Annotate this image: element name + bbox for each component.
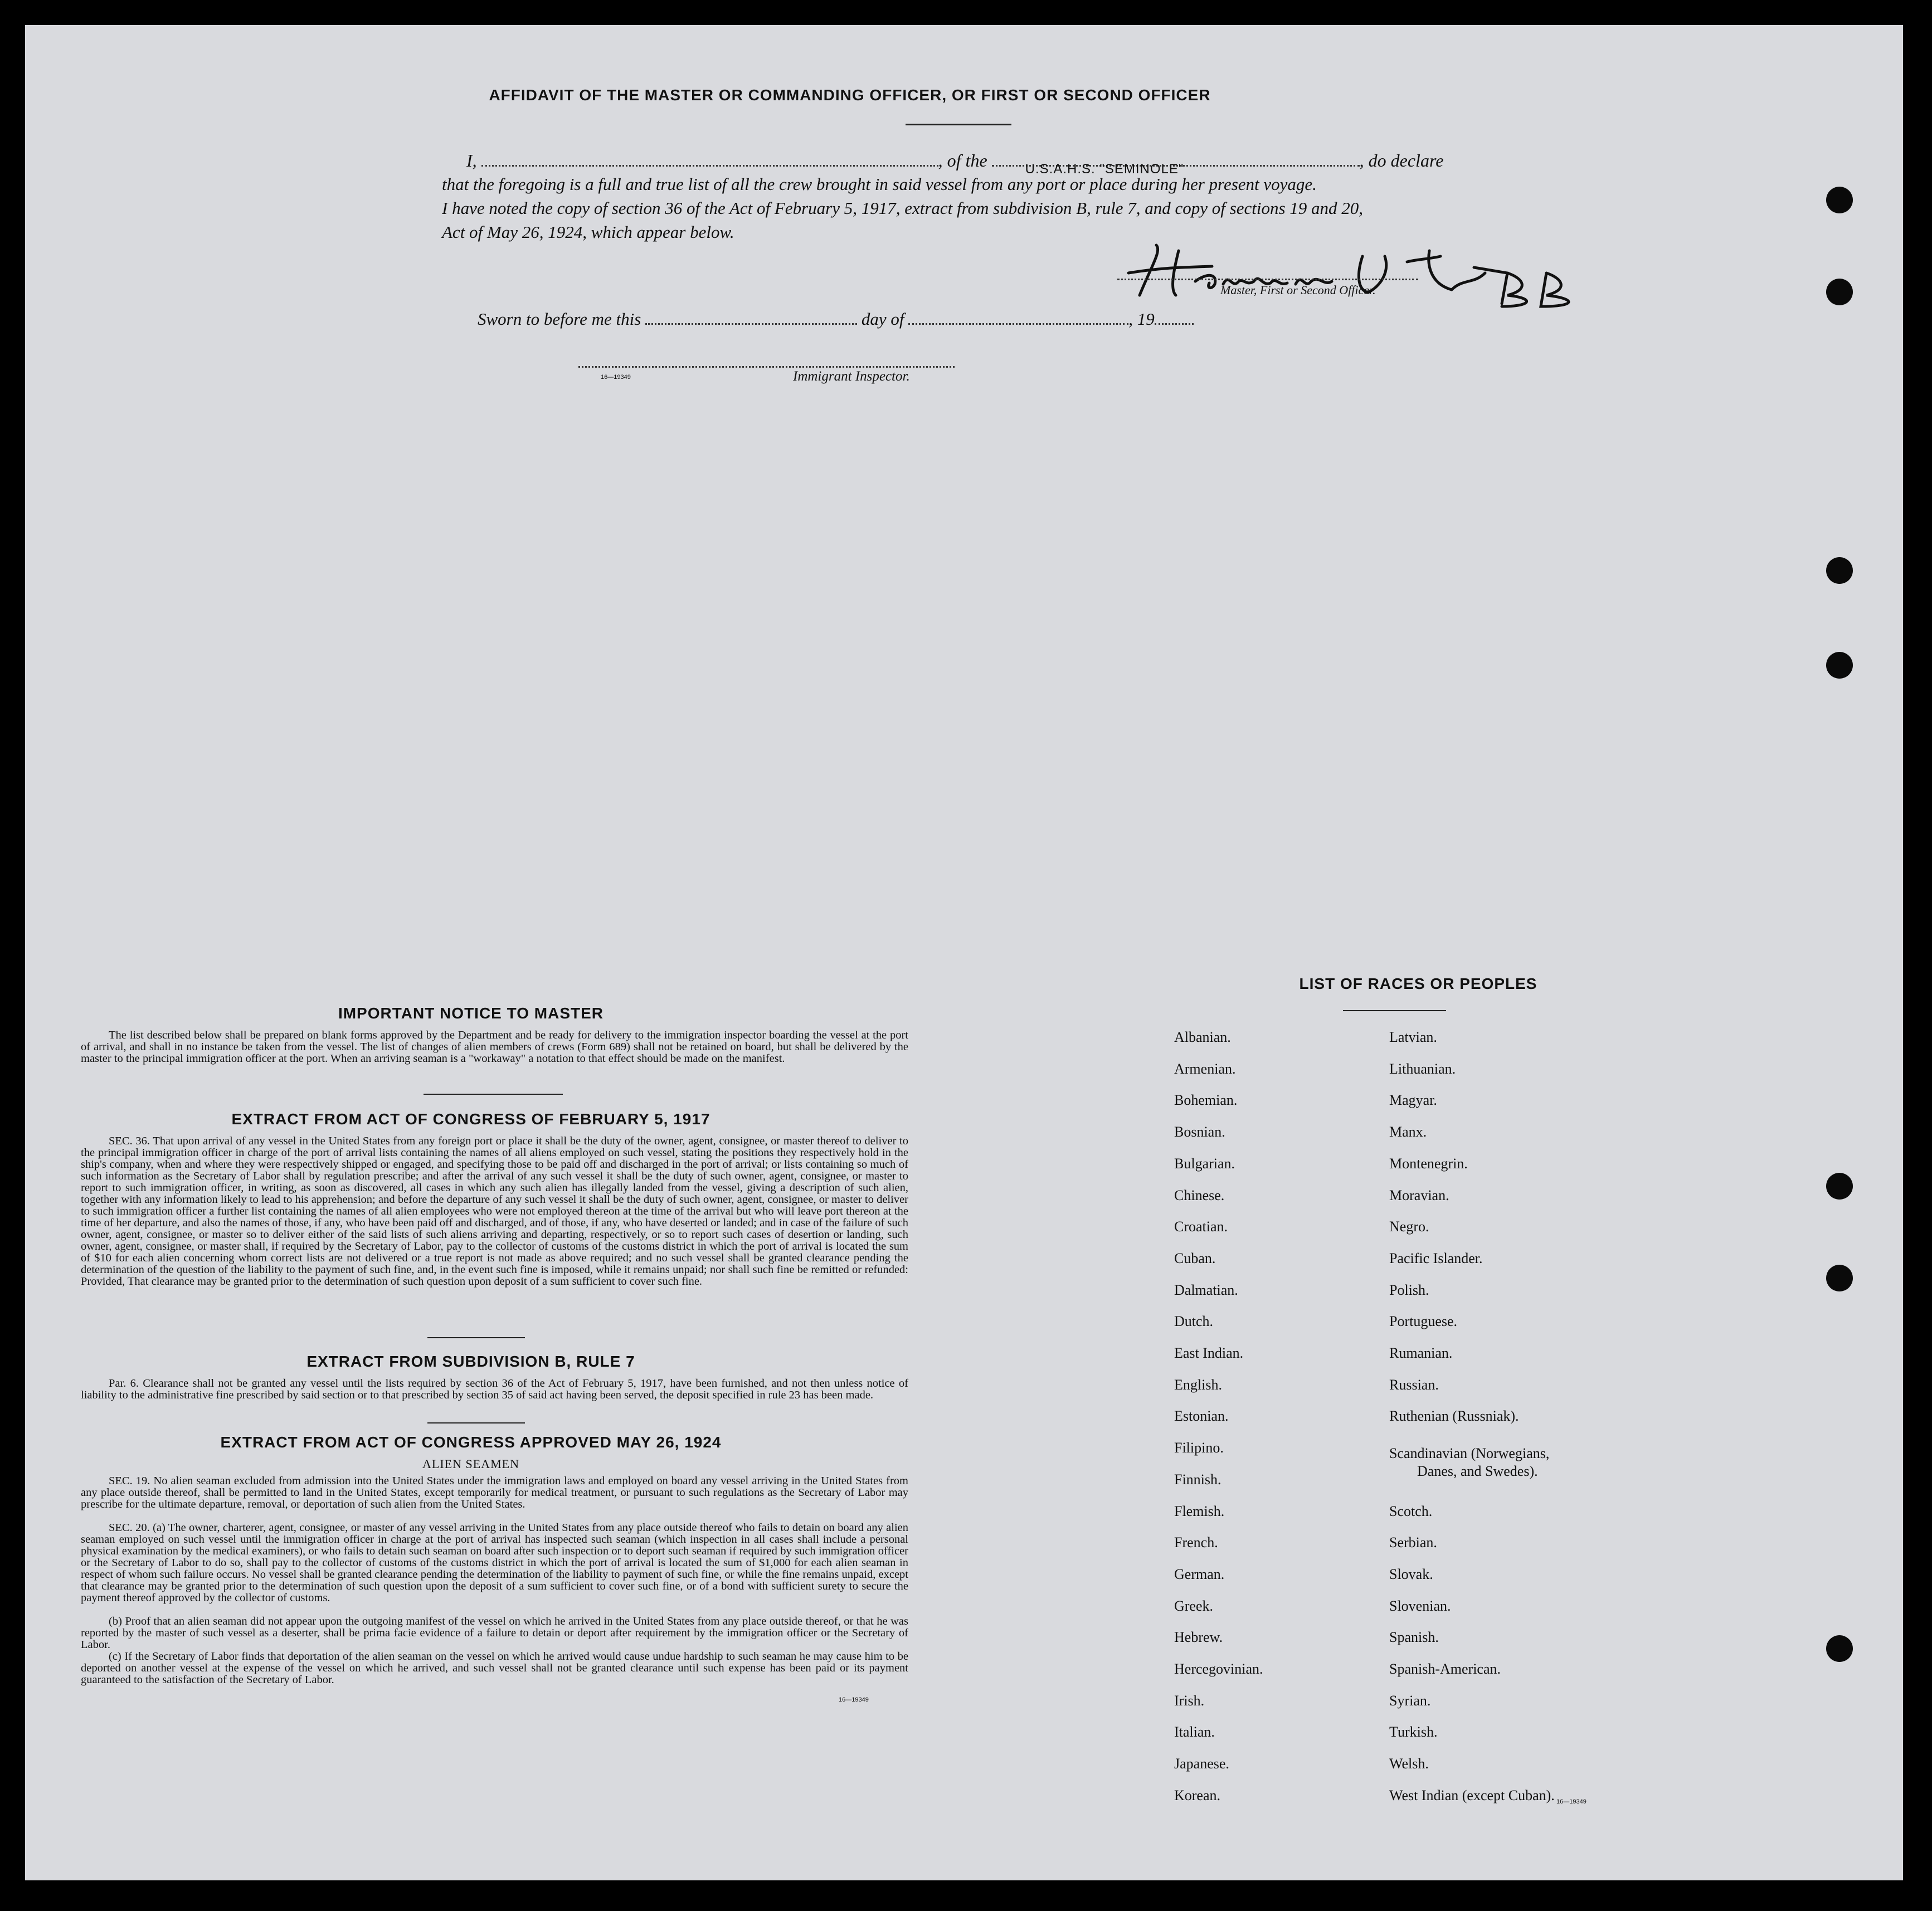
inspector-label: Immigrant Inspector.: [793, 369, 910, 384]
sworn-label: Sworn to before me this: [478, 309, 641, 329]
race-item: French.: [1174, 1534, 1218, 1551]
year-field[interactable]: [1155, 323, 1194, 325]
do-declare-label: , do declare: [1359, 150, 1444, 170]
race-item: Manx.: [1389, 1124, 1427, 1140]
race-item: Welsh.: [1389, 1756, 1429, 1772]
race-item: Turkish.: [1389, 1724, 1438, 1741]
race-item: Montenegrin.: [1389, 1155, 1468, 1172]
race-item: Italian.: [1174, 1724, 1215, 1741]
extract-1924-sec20b: (b) Proof that an alien seaman did not appear upon the outgoing manifest of the vessel on which he arrived in the United States from any place outside thereof, or that he was reported by the master of such vessel as a deserter, shall be prima facie evidence of a failure to detain or deport after requirement by the immigration officer or the Secretary of Labor.: [81, 1615, 908, 1651]
race-item: Pacific Islander.: [1389, 1250, 1483, 1266]
race-item: Negro.: [1389, 1218, 1429, 1235]
vessel-name: U.S.A.H.S. "SEMINOLE": [1025, 162, 1184, 177]
inspector-signature-line: [578, 366, 955, 368]
of-the-label: , of the: [938, 150, 987, 170]
race-item: Armenian.: [1174, 1060, 1236, 1077]
title-divider: [906, 124, 1011, 125]
affidavit-line3: I have noted the copy of section 36 of the Act of February 5, 1917, extract from subdivision B, rule 7, and copy of sections 19 and 20,: [442, 198, 1364, 218]
race-item: Irish.: [1174, 1692, 1205, 1709]
affidavit-line1: [466, 150, 1444, 177]
notice-text: The list described below shall be prepared on blank forms approved by the Department and be ready for delivery to the immigration inspector boarding the vessel at the port of arrival, and shall in no instance be taken from the vessel. The list of changes of alien members of crews (Form 689) shall not be retained on board, but shall be delivered by the master to the principal immigration officer at the port. When an arriving seaman is a "workaway" a notation to that effect should be made on the manifest.: [81, 1029, 908, 1065]
extract-1917-title: EXTRACT FROM ACT OF CONGRESS OF FEBRUARY 5, 1917: [231, 1110, 710, 1128]
race-item: Spanish.: [1389, 1629, 1439, 1646]
race-item: Croatian.: [1174, 1218, 1228, 1235]
extract-1924-title: EXTRACT FROM ACT OF CONGRESS APPROVED MAY 26, 1924: [220, 1434, 722, 1451]
race-item: Bosnian.: [1174, 1124, 1225, 1140]
race-item: Bulgarian.: [1174, 1155, 1235, 1172]
race-item: Polish.: [1389, 1281, 1429, 1298]
extract-1924-sec20a: SEC. 20. (a) The owner, charterer, agent, consignee, or master of any vessel arriving in the United States from any place outside thereof who fails to detain on board any alien seaman employed on such vessel until the immigration officer in charge at the port of arrival has inspected such seaman (which inspection in all cases shall include a personal physical examination by the medical examiners), or who fails to detain such seaman on board after such inspection or to deport such seaman if required by such immigration officer or the Secretary of Labor to do so, shall pay to the collector of customs of the customs district in which the port of arrival is located the sum of $1,000 for each alien seaman in respect of whom such failure occurs. No vessel shall be granted clearance pending the determination of the liability to payment of such fine, or while the fine remains unpaid, except that clearance may be granted prior to the determination of such question upon the deposit of a sum sufficient to cover such fine, or of a bond with sufficient surety to secure the payment thereof approved by the collector of customs.: [81, 1522, 908, 1604]
day-of-label: day of: [861, 309, 904, 329]
race-item: Chinese.: [1174, 1187, 1225, 1203]
race-item: Flemish.: [1174, 1503, 1225, 1519]
signature-line: [1117, 279, 1418, 280]
race-item: Latvian.: [1389, 1029, 1437, 1045]
signer-title: Master, First or Second Officer.: [1220, 283, 1376, 297]
extract-1924-sec20c: (c) If the Secretary of Labor finds that deportation of the alien seaman on the vessel on which he arrived would cause undue hardship to such seaman he may cause him to be deported on another vessel at the expense of the vessel on which he arrived, and such vessel shall not be granted clearance until such expense has been paid or its payment guaranteed to the satisfaction of the Secretary of Labor.: [81, 1650, 908, 1686]
race-item: West Indian (except Cuban).: [1389, 1787, 1555, 1803]
master-signature: [1117, 234, 1619, 312]
race-item: Finnish.: [1174, 1471, 1222, 1488]
alien-seamen-subtitle: ALIEN SEAMEN: [422, 1457, 519, 1471]
extract-form-number: 16—19349: [839, 1696, 869, 1703]
affidavit-form-number: 16—19349: [601, 374, 631, 381]
punch-hole: [1826, 1635, 1853, 1662]
affidavit-line4: Act of May 26, 1924, which appear below.: [442, 222, 734, 242]
vessel-field[interactable]: [992, 162, 1360, 177]
race-item: Japanese.: [1174, 1756, 1229, 1772]
race-item: German.: [1174, 1566, 1225, 1582]
extract-1917-text: SEC. 36. That upon arrival of any vessel in the United States from any foreign port or place it shall be the duty of the owner, agent, consignee, or master thereof to deliver to the principal immigration officer in charge of the port of arrival lists containing the names of all aliens employed on such vessel, stating the positions they respectively hold in the ship's company, when and where they were respectively shipped or engaged, and specifying those to be paid off and discharged in the port of arrival; or lists containing so much of such information as the Secretary of Labor shall by regulation prescribe; and after the arrival of any such vessel it shall be the duty of such owner, agent, consignee, or master to report to such immigration officer, in writing, as soon as discovered, all cases in which any such alien has illegally landed from the vessel, giving a description of such alien, together with any information likely to lead to his apprehension; and before the departure of any such vessel it shall be the duty of such owner, agent, consignee, or master to deliver to such immigration officer a further list containing the names of all alien employees who were not employed thereon at the time of the arrival but who will leave port thereon at the time of her departure, and also the names of those, if any, who have been paid off and discharged, and of those, if any, who have deserted or landed; and in case of the failure of such owner, agent, consignee, or master so to deliver either of the said lists of such aliens arriving and departing, respectively, or so to report such cases of desertion or landing, such owner, agent, consignee, or master shall, if required by the Secretary of Labor, pay to the collector of customs of the customs district in which the port of arrival is located the sum of $10 for each alien concerning whom correct lists are not delivered or a true report is not made as above required; and no such vessel shall be granted clearance pending the determination of the question of the liability to the payment of such fine, and, in the event such fine is imposed, while it remains unpaid; nor shall such fine be remitted or refunded: Provided, That clearance may be granted prior to the determination of such question upon deposit of a sum sufficient to cover such fine.: [81, 1135, 908, 1288]
race-item: Magyar.: [1389, 1092, 1437, 1109]
races-divider: [1343, 1010, 1446, 1011]
race-item: Lithuanian.: [1389, 1060, 1456, 1077]
race-item: Bohemian.: [1174, 1092, 1238, 1109]
race-item: Portuguese.: [1389, 1313, 1458, 1330]
race-item: Greek.: [1174, 1597, 1214, 1614]
affidavit-line2: that the foregoing is a full and true list of all the crew brought in said vessel from any port or place during her present voyage.: [442, 174, 1317, 194]
race-item: East Indian.: [1174, 1345, 1244, 1361]
race-item: Slovak.: [1389, 1566, 1433, 1582]
extract-1917-divider: [427, 1337, 525, 1338]
races-form-number: 16—19349: [1556, 1798, 1587, 1805]
race-item: Syrian.: [1389, 1692, 1431, 1709]
race-item: Estonian.: [1174, 1408, 1229, 1425]
race-item: Russian.: [1389, 1376, 1439, 1393]
month-field[interactable]: [908, 323, 1128, 325]
race-item: Moravian.: [1389, 1187, 1449, 1203]
races-title: LIST OF RACES OR PEOPLES: [1299, 975, 1537, 992]
day-field[interactable]: [645, 323, 857, 325]
race-item: Slovenian.: [1389, 1597, 1451, 1614]
race-item: English.: [1174, 1376, 1222, 1393]
affidavit-title: AFFIDAVIT OF THE MASTER OR COMMANDING OFFICER, OR FIRST OR SECOND OFFICER: [489, 86, 1211, 104]
race-item: Rumanian.: [1389, 1345, 1453, 1361]
race-item: Hercegovinian.: [1174, 1661, 1263, 1677]
document-sheet: [25, 25, 1903, 1880]
race-item: Scandinavian (Norwegians,: [1389, 1445, 1550, 1462]
race-item: Spanish-American.: [1389, 1661, 1501, 1677]
rule7-text: Par. 6. Clearance shall not be granted any vessel until the lists required by section 36 of the Act of February 5, 1917, have been furnished, and not then unless notice of liability to the administrative fine prescribed by said section or to that prescribed by section 35 of said act having been served, the deposit specified in rule 23 has been made.: [81, 1377, 908, 1401]
punch-hole: [1826, 279, 1853, 305]
extract-1924-sec19: SEC. 19. No alien seaman excluded from admission into the United States under the immigration laws and employed on board any vessel arriving in the United States from any place outside thereof, shall be permitted to land in the United States, except temporarily for medical treatment, or pursuant to such regulations as the Secretary of Labor may prescribe for the ultimate departure, removal, or deportation of such alien from the United States.: [81, 1475, 908, 1510]
sworn-line: [478, 309, 1194, 329]
race-item: Korean.: [1174, 1787, 1221, 1803]
race-item: Hebrew.: [1174, 1629, 1223, 1646]
race-item: Danes, and Swedes).: [1417, 1463, 1538, 1480]
rule7-title: EXTRACT FROM SUBDIVISION B, RULE 7: [306, 1353, 635, 1370]
race-item: Dalmatian.: [1174, 1281, 1238, 1298]
rule7-divider: [427, 1422, 525, 1424]
race-item: Cuban.: [1174, 1250, 1216, 1266]
name-field[interactable]: [481, 165, 938, 167]
punch-hole: [1826, 1173, 1853, 1200]
race-item: Albanian.: [1174, 1029, 1231, 1045]
race-item: Serbian.: [1389, 1534, 1437, 1551]
notice-divider: [424, 1094, 563, 1095]
punch-hole: [1826, 557, 1853, 584]
race-item: Ruthenian (Russniak).: [1389, 1408, 1519, 1425]
punch-hole: [1826, 187, 1853, 213]
race-item: Dutch.: [1174, 1313, 1214, 1330]
year-label: , 19: [1128, 309, 1155, 329]
i-label: I,: [466, 150, 477, 170]
race-item: Filipino.: [1174, 1440, 1224, 1456]
punch-hole: [1826, 652, 1853, 679]
punch-hole: [1826, 1265, 1853, 1291]
race-item: Scotch.: [1389, 1503, 1433, 1519]
notice-title: IMPORTANT NOTICE TO MASTER: [338, 1005, 604, 1022]
